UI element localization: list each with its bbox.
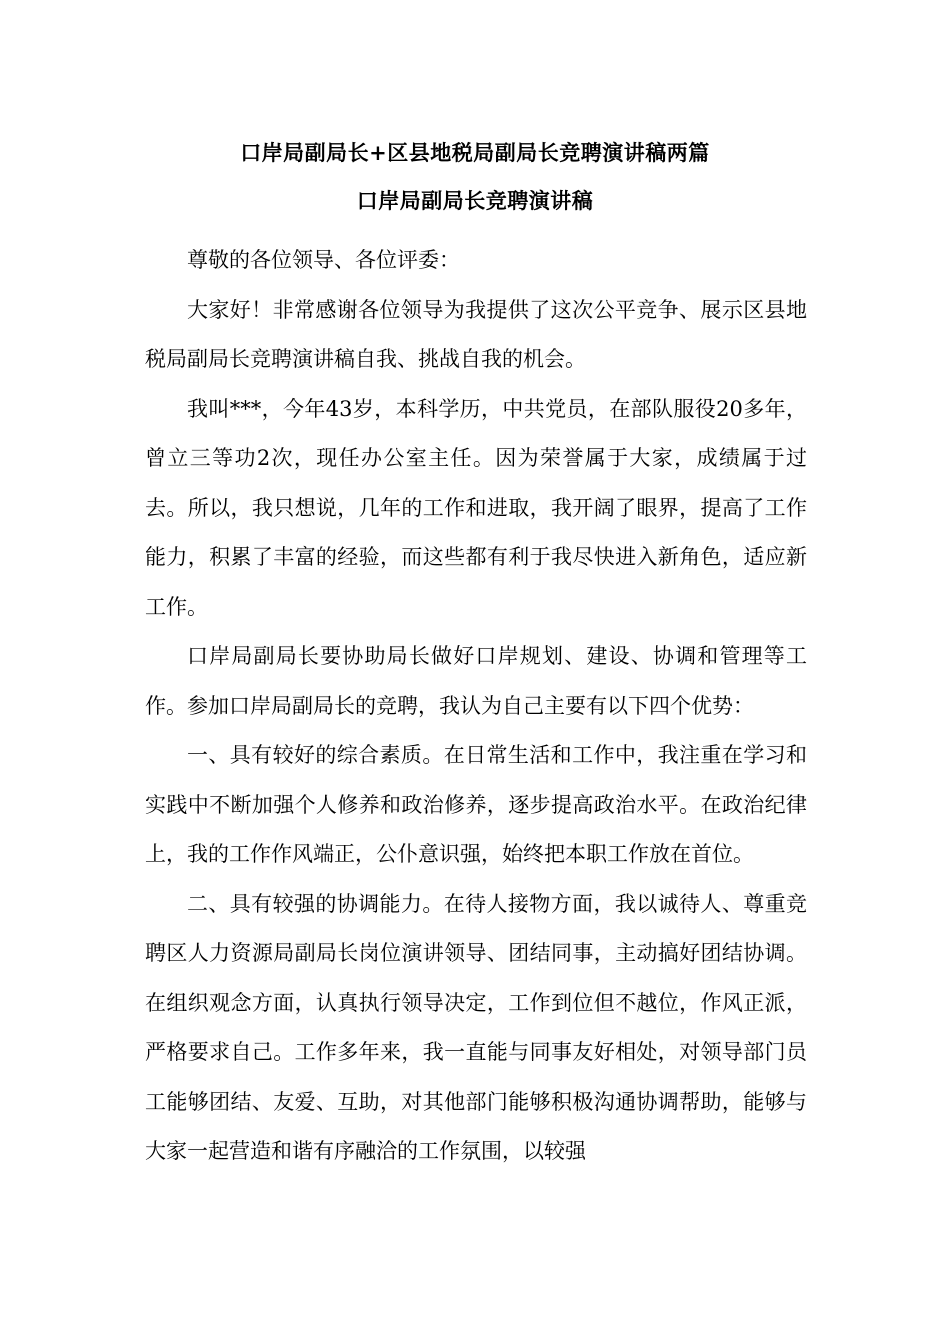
speech-title: 口岸局副局长竞聘演讲稿	[356, 188, 594, 213]
document-title: 口岸局副局长+区县地税局副局长竞聘演讲稿两篇	[240, 140, 710, 165]
self-introduction-paragraph: 我叫***，今年43岁，本科学历，中共党员，在部队服役20多年，曾立三等功2次，现任办公室主任。因为荣誉属于大家，成绩属于过去。所以，我只想说，几年的工作和进取，我开阔了眼界，提高了工作能力，积累了丰富的经验，而这些都有利于我尽快进入新角色，适应新工作。	[145, 396, 807, 619]
salutation-paragraph: 尊敬的各位领导、各位评委：	[187, 248, 460, 272]
advantage-two-paragraph: 二、具有较强的协调能力。在待人接物方面，我以诚待人、尊重竞聘区人力资源局副局长岗位演讲领导、团结同事，主动搞好团结协调。在组织观念方面，认真执行领导决定，工作到位但不越位，作风正派，严格要求自己。工作多年来，我一直能与同事友好相处，对领导部门员工能够团结、友爱、互助，对其他部门能够积极沟通协调帮助，能够与大家一起营造和谐有序融洽的工作氛围，以较强	[145, 891, 807, 1163]
greeting-paragraph: 大家好！非常感谢各位领导为我提供了这次公平竞争、展示区县地税局副局长竞聘演讲稿自我、挑战自我的机会。	[145, 297, 807, 371]
advantage-one-paragraph: 一、具有较好的综合素质。在日常生活和工作中，我注重在学习和实践中不断加强个人修养和政治修养，逐步提高政治水平。在政治纪律上，我的工作作风端正，公仆意识强，始终把本职工作放在首位。	[145, 743, 807, 866]
role-description-paragraph: 口岸局副局长要协助局长做好口岸规划、建设、协调和管理等工作。参加口岸局副局长的竞聘，我认为自己主要有以下四个优势：	[145, 644, 807, 718]
document-body	[145, 236, 807, 1177]
